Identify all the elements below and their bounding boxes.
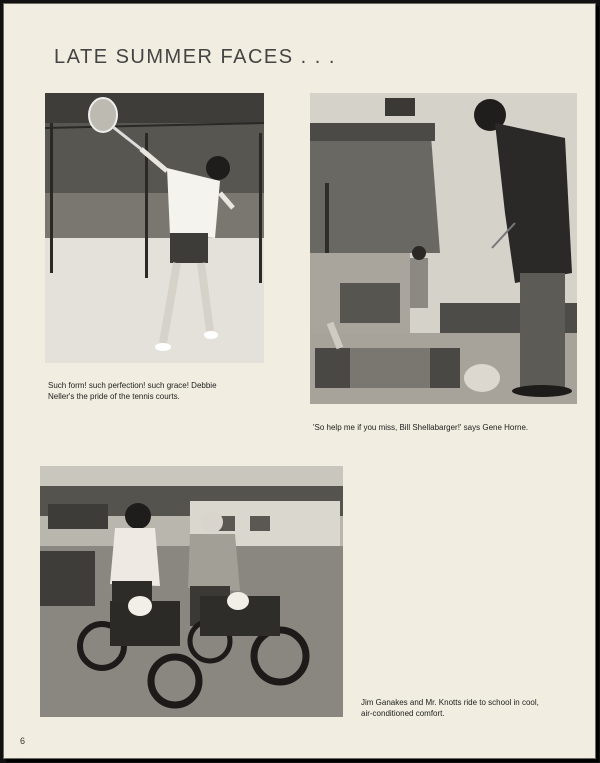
caption-motorcycle [361,697,591,719]
page-number: 6 [20,736,26,746]
yearbook-page [3,3,596,759]
caption-motorcycle-line1: Jim Ganakes and Mr. Knotts ride to school in cool, [361,698,539,707]
caption-tennis [48,380,268,402]
photo-tennis [45,93,264,363]
caption-motorcycle-line2: air-conditioned comfort. [361,709,445,718]
photo-golf [310,93,577,404]
caption-tennis-line2: Neller's the pride of the tennis courts. [48,392,180,401]
caption-golf-line1: 'So help me if you miss, Bill Shellabarger!' says Gene Horne. [313,423,529,432]
page-title: LATE SUMMER FACES . . . [54,46,336,68]
photo-motorcycle [40,466,343,717]
caption-golf [313,422,588,433]
caption-tennis-line1: Such form! such perfection! such grace! Debbie [48,381,217,390]
